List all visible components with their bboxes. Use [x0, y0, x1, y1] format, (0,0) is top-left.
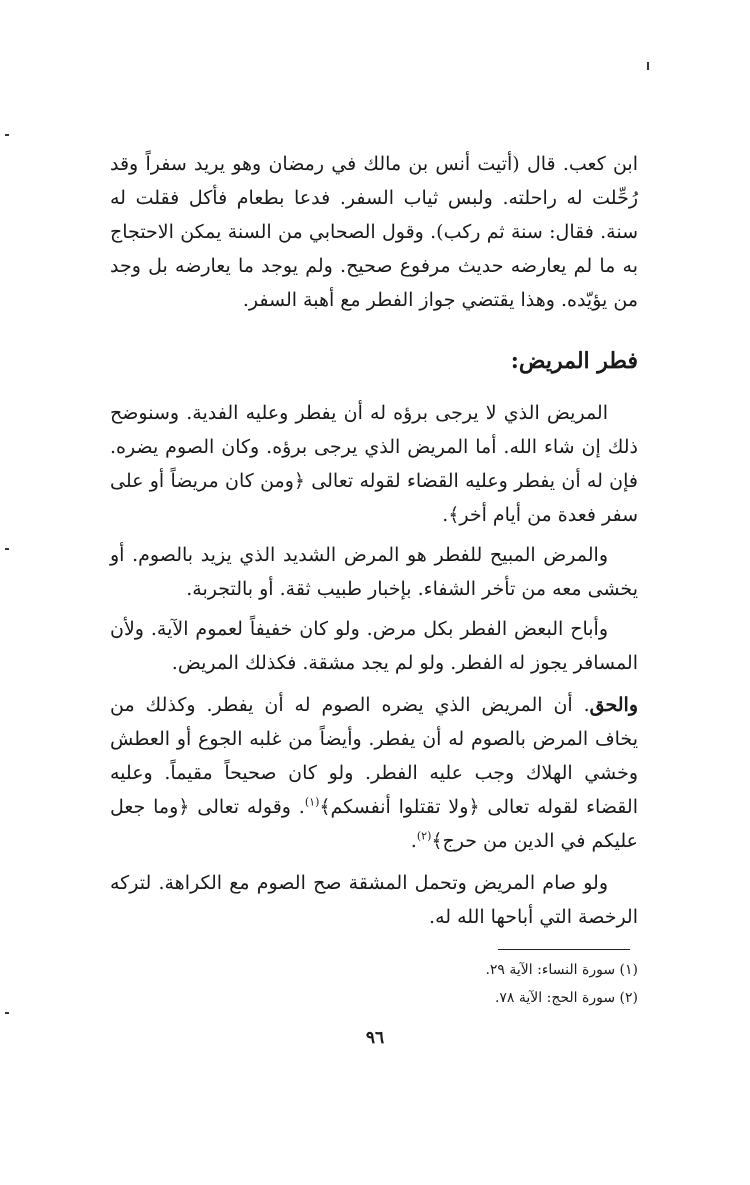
scan-mark — [5, 134, 9, 136]
body-paragraph: والمرض المبيح للفطر هو المرض الشديد الذي يزيد بالصوم. أو يخشى معه من تأخر الشفاء. بإخبار طبيب ثقة. أو بالتجربة. — [110, 544, 638, 600]
last-paragraph-block — [110, 866, 638, 934]
body-paragraph: المريض الذي لا يرجى برؤه له أن يفطر وعليه الفدية. وسنوضح ذلك إن شاء الله. أما المريض الذي يرجى برؤه. وكان الصوم يضره. فإن له أن يفطر وعليه القضاء لقوله تعالى ﴿ومن كان مريضاً أو على سفر فعدة من أيام أخر﴾. — [110, 402, 638, 526]
haqq-paragraph — [110, 688, 638, 858]
footnote-item: (١) سورة النساء: الآية ٢٩. — [485, 962, 638, 978]
main-paragraph-3-block — [110, 612, 638, 680]
main-paragraph-2-block — [110, 538, 638, 606]
scan-mark — [5, 548, 9, 550]
haqq-body-3: . — [410, 830, 417, 852]
footnote-divider — [498, 949, 630, 950]
page-number: ٩٦ — [365, 1028, 385, 1048]
corner-mark — [647, 62, 649, 70]
footnotes — [338, 956, 638, 1012]
haqq-body-1: . أن المريض الذي يضره الصوم له أن يفطر. وكذلك من يخاف المرض بالصوم له أن يفطر. وأيضاً من غلبه الجوع أو العطش وخشي الهلاك وجب عليه الفطر. ولو كان صحيحاً مقيماً. وعليه القضاء لقوله تعالى ﴿ولا تقتلوا أنفسكم﴾ — [110, 694, 638, 818]
haqq-lead: والحق — [589, 694, 638, 716]
footnote-ref-1[interactable]: (١) — [304, 795, 320, 809]
main-paragraph-1-block — [110, 396, 638, 532]
footnote-ref-2[interactable]: (٢) — [416, 829, 432, 843]
scan-mark — [5, 1012, 9, 1014]
haqq-paragraph-block — [110, 688, 638, 858]
intro-paragraph-block — [110, 147, 638, 317]
body-paragraph: ولو صام المريض وتحمل المشقة صح الصوم مع الكراهة. لتركه الرخصة التي أباحها الله له. — [110, 872, 638, 928]
intro-paragraph: ابن كعب. قال (أتيت أنس بن مالك في رمضان وهو يريد سفراً وقد رُحِّلت له راحلته. ولبس ثياب السفر. فدعا بطعام فأكل فقلت له سنة. فقال: سنة ثم ركب). وقول الصحابي من السنة يمكن الاحتجاج به ما لم يعارضه حديث مرفوع صحيح. ولم يوجد ما يعارضه بل وجد من يؤيّده. وهذا يقتضي جواز الفطر مع أهبة السفر. — [110, 153, 638, 311]
body-paragraph: وأباح البعض الفطر بكل مرض. ولو كان خفيفاً لعموم الآية. ولأن المسافر يجوز له الفطر. ولو لم يجد مشقة. فكذلك المريض. — [110, 618, 638, 674]
haqq-body-2: . وقوله تعالى ﴿وما جعل عليكم في الدين من حرج﴾ — [110, 796, 638, 852]
footnote-item: (٢) سورة الحج: الآية ٧٨. — [494, 990, 638, 1006]
section-heading: فطر المريض: — [510, 348, 638, 374]
